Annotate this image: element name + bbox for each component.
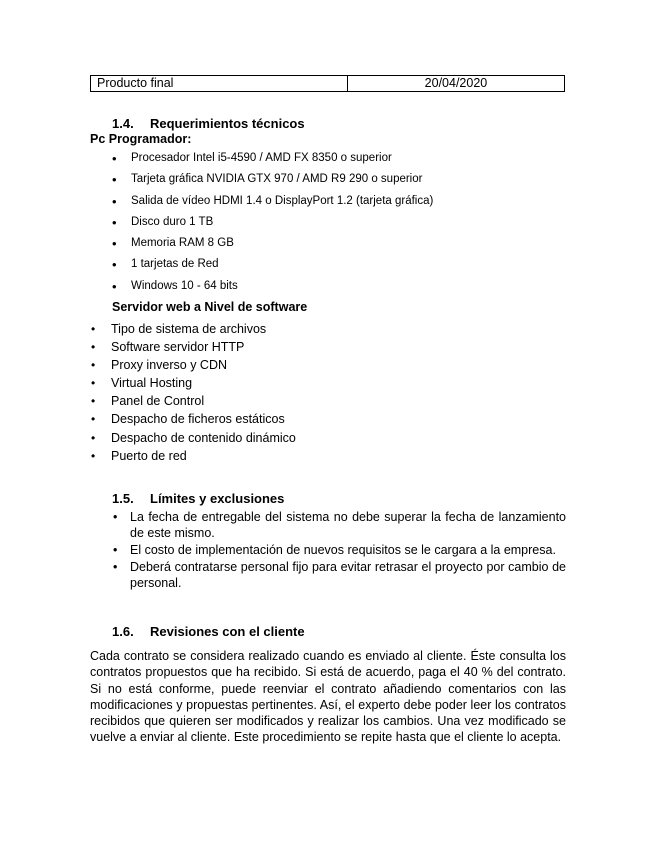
- list-item: • Tarjeta gráfica NVIDIA GTX 970 / AMD R9 290 o superior: [112, 169, 433, 190]
- header-table: [90, 75, 565, 92]
- section-title: Requerimientos técnicos: [150, 116, 305, 131]
- list-item: • Proxy inverso y CDN: [90, 356, 296, 374]
- header-table-row: [91, 76, 565, 92]
- date-cell: 20/04/2020: [347, 76, 564, 92]
- revisiones-paragraph: Cada contrato se considera realizado cuando es enviado al cliente. Éste consulta los contratos propuestos que ha recibido. Si está de acuerdo, paga el 40 % del contrato. Si no está conforme, puede reenviar el contrato añadiendo comentarios con las modificaciones y propuestas pertinentes. Así, el experto debe poder leer los contratos recibidos que quieren ser modificados y realizar los cambios. Una vez modificado se vuelve a enviar al cliente. Este procedimiento se repite hasta que el cliente lo acepta.: [90, 649, 566, 745]
- section-number: 1.5.: [112, 491, 134, 506]
- section-1-6-heading: [112, 624, 305, 640]
- product-label-cell: Producto final: [91, 76, 348, 92]
- list-item: • Despacho de ficheros estáticos: [90, 410, 296, 428]
- servidor-web-list: [90, 320, 296, 465]
- section-1-5-heading: [112, 491, 284, 507]
- list-item: • Puerto de red: [90, 447, 296, 465]
- list-item: • Procesador Intel i5-4590 / AMD FX 8350 o superior: [112, 148, 433, 169]
- section-number: 1.6.: [112, 624, 134, 639]
- list-item: • La fecha de entregable del sistema no debe superar la fecha de lanzamiento de este mismo.: [113, 509, 566, 541]
- section-1-4-heading: [112, 116, 305, 132]
- list-item: • Panel de Control: [90, 392, 296, 410]
- list-item: • Software servidor HTTP: [90, 338, 296, 356]
- list-item: • 1 tarjetas de Red: [112, 254, 433, 275]
- list-item: • Disco duro 1 TB: [112, 212, 433, 233]
- list-item: • Deberá contratarse personal fijo para evitar retrasar el proyecto por cambio de personal.: [113, 559, 566, 591]
- list-item: • El costo de implementación de nuevos requisitos se le cargara a la empresa.: [113, 542, 566, 558]
- list-item: • Windows 10 - 64 bits: [112, 276, 433, 297]
- list-item: • Memoria RAM 8 GB: [112, 233, 433, 254]
- list-item: • Tipo de sistema de archivos: [90, 320, 296, 338]
- servidor-web-heading: Servidor web a Nivel de software: [112, 300, 308, 314]
- section-title: Límites y exclusiones: [150, 491, 285, 506]
- list-item: • Despacho de contenido dinámico: [90, 429, 296, 447]
- section-number: 1.4.: [112, 116, 134, 131]
- section-title: Revisiones con el cliente: [150, 624, 305, 639]
- pc-programador-list: [112, 148, 433, 297]
- pc-programador-heading: Pc Programador:: [90, 132, 192, 146]
- list-item: • Virtual Hosting: [90, 374, 296, 392]
- list-item: • Salida de vídeo HDMI 1.4 o DisplayPort 1.2 (tarjeta gráfica): [112, 191, 433, 212]
- limits-list: [113, 509, 566, 592]
